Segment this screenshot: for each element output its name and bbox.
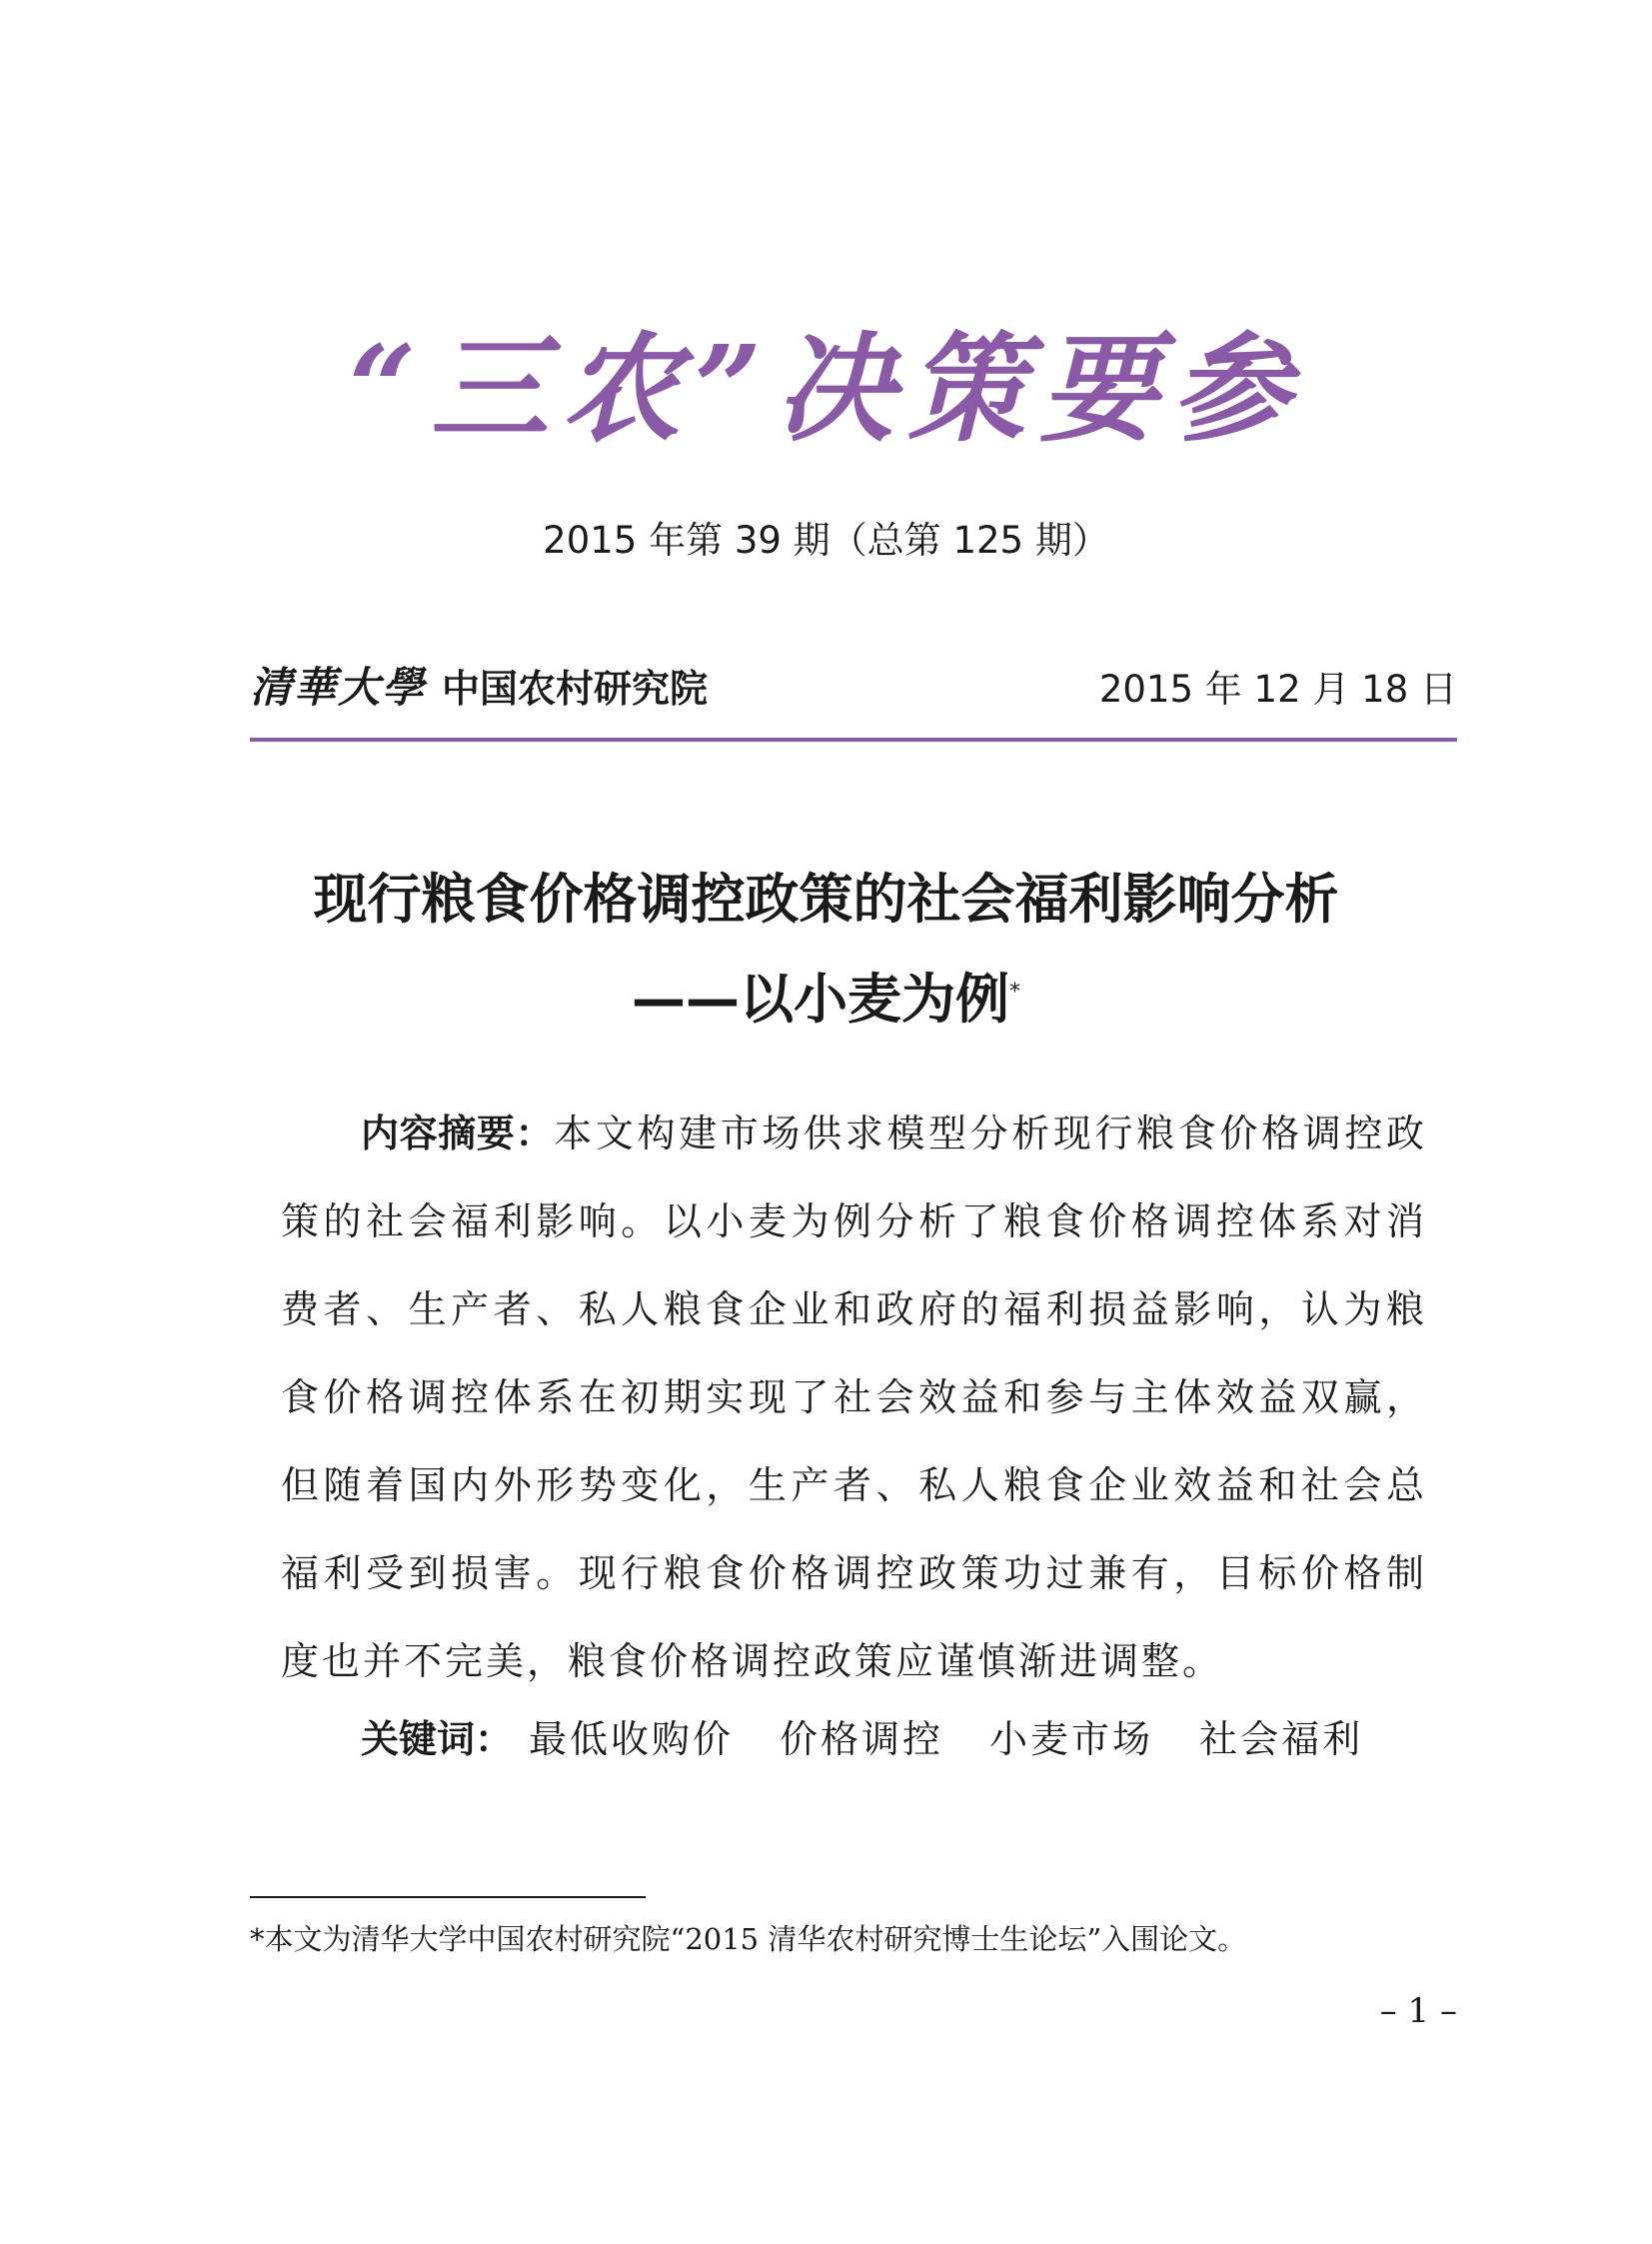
masthead-title: “三农”决策要参	[348, 319, 1304, 458]
org-name: 中国农村研究院	[442, 667, 709, 711]
keyword: 最低收购价	[529, 1717, 735, 1761]
article-title: 现行粮食价格调控政策的社会福利影响分析	[313, 868, 1339, 931]
keyword: 小麦市场	[989, 1717, 1154, 1761]
org-block	[250, 655, 708, 715]
keywords-label: 关键词：	[361, 1717, 514, 1761]
issue-number: 2015 年第 39 期（总第 125 期）	[543, 519, 1109, 562]
abstract-text: 本文构建市场供求模型分析现行粮食价格调控政策的社会福利影响。以小麦为例分析了粮食价格调控体系对消费者、生产者、私人粮食企业和政府的福利损益影响，认为粮食价格调控体系在初期实现了社会效益和参与主体效益双赢，但随着国内外形势变化，生产者、私人粮食企业效益和社会总福利受到损害。现行粮食价格调控政策功过兼有，目标价格制度也并不完美，粮食价格调控政策应谨慎渐进调整。	[281, 1112, 1427, 1683]
publish-date: 2015 年 12 月 18 日	[1098, 668, 1457, 711]
header-row	[250, 655, 1457, 715]
article-subtitle-text: ——以小麦为例	[632, 968, 1009, 1031]
footnote-marker: *	[1009, 980, 1020, 1005]
footnote-divider	[250, 1896, 646, 1898]
article-subtitle	[0, 968, 1652, 1033]
keyword: 价格调控	[780, 1717, 944, 1761]
keywords-line	[361, 1709, 1363, 1769]
abstract-label: 内容摘要：	[361, 1112, 555, 1155]
page-number: – 1 –	[1379, 1991, 1457, 2031]
abstract-paragraph	[281, 1090, 1427, 1705]
footnote: *本文为清华大学中国农村研究院“2015 清华农村研究博士生论坛”入围论文。	[250, 1922, 1247, 1956]
university-logo: 清華大學	[250, 663, 427, 712]
keyword: 社会福利	[1199, 1717, 1364, 1761]
header-divider	[250, 738, 1457, 742]
